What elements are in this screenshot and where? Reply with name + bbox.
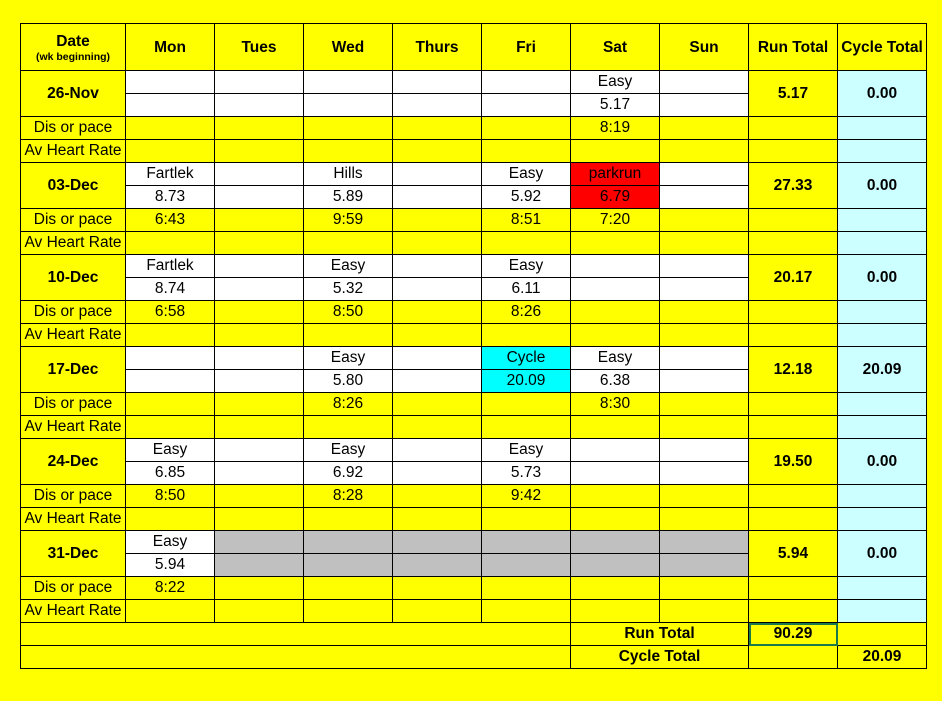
cell-sat-heart-rate[interactable] <box>571 232 660 255</box>
cell-tues-heart-rate[interactable] <box>215 232 304 255</box>
hr-run-total-empty[interactable] <box>749 416 838 439</box>
cell-fri-heart-rate[interactable] <box>482 600 571 623</box>
cell-tues-type[interactable] <box>215 163 304 186</box>
dis-or-pace-label[interactable]: Dis or pace <box>21 117 126 140</box>
cell-thurs-type[interactable] <box>393 531 482 554</box>
cell-thurs-distance[interactable] <box>393 462 482 485</box>
cell-fri-distance[interactable]: 6.11 <box>482 278 571 301</box>
cell-thurs-heart-rate[interactable] <box>393 600 482 623</box>
cell-tues-distance[interactable] <box>215 462 304 485</box>
header-tues[interactable]: Tues <box>215 24 304 71</box>
cell-fri-type[interactable] <box>482 531 571 554</box>
cell-fri-distance[interactable] <box>482 554 571 577</box>
header-sun[interactable]: Sun <box>660 24 749 71</box>
cell-sun-pace[interactable] <box>660 577 749 600</box>
cell-sun-type[interactable] <box>660 163 749 186</box>
hr-run-total-empty[interactable] <box>749 324 838 347</box>
dis-or-pace-label[interactable]: Dis or pace <box>21 393 126 416</box>
cell-sat-pace[interactable]: 8:19 <box>571 117 660 140</box>
cell-wed-distance[interactable] <box>304 554 393 577</box>
cell-thurs-heart-rate[interactable] <box>393 508 482 531</box>
cell-sun-pace[interactable] <box>660 485 749 508</box>
cell-mon-type[interactable] <box>126 71 215 94</box>
cell-thurs-pace[interactable] <box>393 117 482 140</box>
cell-thurs-type[interactable] <box>393 71 482 94</box>
cell-thurs-type[interactable] <box>393 439 482 462</box>
cell-tues-distance[interactable] <box>215 554 304 577</box>
cell-sun-heart-rate[interactable] <box>660 600 749 623</box>
av-heart-rate-label[interactable]: Av Heart Rate <box>21 416 126 439</box>
cell-mon-distance[interactable]: 8.74 <box>126 278 215 301</box>
cell-thurs-type[interactable] <box>393 255 482 278</box>
cell-sat-pace[interactable]: 7:20 <box>571 209 660 232</box>
cell-sat-heart-rate[interactable] <box>571 600 660 623</box>
cell-sat-pace[interactable] <box>571 485 660 508</box>
summary-run-total-value[interactable]: 90.29 <box>749 623 838 646</box>
summary-run-total-label[interactable]: Run Total <box>571 623 749 646</box>
cell-tues-pace[interactable] <box>215 577 304 600</box>
hr-cycle-total-empty[interactable] <box>838 416 927 439</box>
week-date[interactable]: 10-Dec <box>21 255 126 301</box>
pace-run-total-empty[interactable] <box>749 209 838 232</box>
cell-sat-heart-rate[interactable] <box>571 140 660 163</box>
cell-sat-pace[interactable]: 8:30 <box>571 393 660 416</box>
header-date[interactable]: Date (wk beginning) <box>21 24 126 71</box>
dis-or-pace-label[interactable]: Dis or pace <box>21 485 126 508</box>
cell-mon-type[interactable]: Easy <box>126 439 215 462</box>
week-pace-row <box>21 209 927 232</box>
hr-cycle-total-empty[interactable] <box>838 232 927 255</box>
cell-sat-distance[interactable]: 5.17 <box>571 94 660 117</box>
week-pace-row <box>21 577 927 600</box>
cell-sun-type[interactable] <box>660 255 749 278</box>
cell-mon-type[interactable]: Fartlek <box>126 163 215 186</box>
cell-fri-type[interactable]: Easy <box>482 163 571 186</box>
cell-thurs-type[interactable] <box>393 347 482 370</box>
cell-tues-distance[interactable] <box>215 94 304 117</box>
cell-fri-heart-rate[interactable] <box>482 140 571 163</box>
cell-mon-pace[interactable] <box>126 393 215 416</box>
cell-sat-type[interactable]: parkrun <box>571 163 660 186</box>
pace-run-total-empty[interactable] <box>749 393 838 416</box>
cell-sat-heart-rate[interactable] <box>571 416 660 439</box>
cell-mon-heart-rate[interactable] <box>126 324 215 347</box>
cell-fri-type[interactable]: Easy <box>482 439 571 462</box>
cell-tues-type[interactable] <box>215 255 304 278</box>
cell-thurs-pace[interactable] <box>393 301 482 324</box>
cell-mon-type[interactable]: Fartlek <box>126 255 215 278</box>
week-heart-rate-row <box>21 416 927 439</box>
cell-sat-distance[interactable]: 6.38 <box>571 370 660 393</box>
cell-sat-type[interactable]: Easy <box>571 71 660 94</box>
week-run-total[interactable]: 19.50 <box>749 439 838 485</box>
week-cycle-total[interactable]: 0.00 <box>838 71 927 117</box>
cell-thurs-distance[interactable] <box>393 94 482 117</box>
hr-run-total-empty[interactable] <box>749 508 838 531</box>
cell-wed-pace[interactable] <box>304 117 393 140</box>
week-run-total[interactable]: 27.33 <box>749 163 838 209</box>
cell-sat-type[interactable]: Easy <box>571 347 660 370</box>
cell-sun-pace[interactable] <box>660 209 749 232</box>
pace-cycle-total-empty[interactable] <box>838 117 927 140</box>
cell-fri-pace[interactable] <box>482 393 571 416</box>
cell-wed-distance[interactable] <box>304 94 393 117</box>
week-cycle-total[interactable]: 0.00 <box>838 439 927 485</box>
cell-mon-pace[interactable]: 6:58 <box>126 301 215 324</box>
dis-or-pace-label[interactable]: Dis or pace <box>21 577 126 600</box>
summary-cycle-total-label[interactable]: Cycle Total <box>571 646 749 669</box>
pace-cycle-total-empty[interactable] <box>838 301 927 324</box>
cell-tues-type[interactable] <box>215 347 304 370</box>
cell-fri-pace[interactable] <box>482 117 571 140</box>
week-date[interactable]: 26-Nov <box>21 71 126 117</box>
cell-wed-distance[interactable]: 5.89 <box>304 186 393 209</box>
header-cycle-total[interactable]: Cycle Total <box>838 24 927 71</box>
cell-wed-type[interactable] <box>304 71 393 94</box>
cell-sun-distance[interactable] <box>660 94 749 117</box>
cell-fri-heart-rate[interactable] <box>482 508 571 531</box>
week-pace-row <box>21 485 927 508</box>
cell-fri-heart-rate[interactable] <box>482 232 571 255</box>
cell-sat-type[interactable] <box>571 439 660 462</box>
header-run-total[interactable]: Run Total <box>749 24 838 71</box>
week-run-total[interactable]: 20.17 <box>749 255 838 301</box>
pace-run-total-empty[interactable] <box>749 485 838 508</box>
cell-sun-pace[interactable] <box>660 301 749 324</box>
pace-cycle-total-empty[interactable] <box>838 393 927 416</box>
cell-fri-distance[interactable]: 5.92 <box>482 186 571 209</box>
cell-tues-pace[interactable] <box>215 301 304 324</box>
cell-wed-type[interactable]: Hills <box>304 163 393 186</box>
week-date[interactable]: 24-Dec <box>21 439 126 485</box>
cell-sun-heart-rate[interactable] <box>660 140 749 163</box>
hr-cycle-total-empty[interactable] <box>838 508 927 531</box>
cell-wed-distance[interactable]: 5.80 <box>304 370 393 393</box>
cell-sun-heart-rate[interactable] <box>660 416 749 439</box>
week-type-row <box>21 439 927 462</box>
cell-mon-heart-rate[interactable] <box>126 232 215 255</box>
cell-wed-heart-rate[interactable] <box>304 416 393 439</box>
cell-thurs-heart-rate[interactable] <box>393 416 482 439</box>
summary-cycle-total-value[interactable]: 20.09 <box>838 646 927 669</box>
summary-cycle-total-empty[interactable] <box>749 646 838 669</box>
week-heart-rate-row <box>21 600 927 623</box>
week-type-row <box>21 163 927 186</box>
week-pace-row <box>21 301 927 324</box>
cell-fri-distance[interactable]: 20.09 <box>482 370 571 393</box>
cell-sun-pace[interactable] <box>660 117 749 140</box>
cell-sun-pace[interactable] <box>660 393 749 416</box>
cell-wed-pace[interactable]: 8:26 <box>304 393 393 416</box>
cell-thurs-pace[interactable] <box>393 577 482 600</box>
hr-run-total-empty[interactable] <box>749 140 838 163</box>
pace-cycle-total-empty[interactable] <box>838 485 927 508</box>
hr-cycle-total-empty[interactable] <box>838 324 927 347</box>
pace-run-total-empty[interactable] <box>749 301 838 324</box>
week-run-total[interactable]: 5.17 <box>749 71 838 117</box>
cell-mon-distance[interactable] <box>126 370 215 393</box>
av-heart-rate-label[interactable]: Av Heart Rate <box>21 508 126 531</box>
cell-mon-type[interactable] <box>126 347 215 370</box>
cell-sat-type[interactable] <box>571 255 660 278</box>
av-heart-rate-label[interactable]: Av Heart Rate <box>21 324 126 347</box>
cell-wed-heart-rate[interactable] <box>304 140 393 163</box>
cell-thurs-heart-rate[interactable] <box>393 232 482 255</box>
hr-cycle-total-empty[interactable] <box>838 140 927 163</box>
week-type-row <box>21 255 927 278</box>
cell-sat-distance[interactable] <box>571 462 660 485</box>
cell-wed-pace[interactable] <box>304 577 393 600</box>
av-heart-rate-label[interactable]: Av Heart Rate <box>21 140 126 163</box>
cell-thurs-distance[interactable] <box>393 554 482 577</box>
cell-mon-heart-rate[interactable] <box>126 508 215 531</box>
hr-run-total-empty[interactable] <box>749 600 838 623</box>
cell-mon-distance[interactable]: 8.73 <box>126 186 215 209</box>
cell-fri-pace[interactable]: 9:42 <box>482 485 571 508</box>
summary-spacer <box>21 646 571 669</box>
cell-sun-distance[interactable] <box>660 186 749 209</box>
cell-mon-distance[interactable]: 5.94 <box>126 554 215 577</box>
cell-sun-distance[interactable] <box>660 278 749 301</box>
cell-tues-pace[interactable] <box>215 209 304 232</box>
cell-mon-heart-rate[interactable] <box>126 140 215 163</box>
cell-mon-pace[interactable]: 8:50 <box>126 485 215 508</box>
pace-cycle-total-empty[interactable] <box>838 577 927 600</box>
cell-wed-heart-rate[interactable] <box>304 600 393 623</box>
header-row <box>21 24 927 71</box>
week-heart-rate-row <box>21 140 927 163</box>
week-heart-rate-row <box>21 508 927 531</box>
av-heart-rate-label[interactable]: Av Heart Rate <box>21 600 126 623</box>
week-date[interactable]: 17-Dec <box>21 347 126 393</box>
header-thurs[interactable]: Thurs <box>393 24 482 71</box>
cell-sun-distance[interactable] <box>660 462 749 485</box>
training-log-table <box>20 23 927 669</box>
cell-mon-pace[interactable] <box>126 117 215 140</box>
cell-fri-distance[interactable] <box>482 94 571 117</box>
cell-mon-pace[interactable]: 6:43 <box>126 209 215 232</box>
cell-wed-pace[interactable]: 8:28 <box>304 485 393 508</box>
cell-fri-type[interactable] <box>482 71 571 94</box>
cell-sun-type[interactable] <box>660 347 749 370</box>
cell-wed-heart-rate[interactable] <box>304 508 393 531</box>
cell-wed-heart-rate[interactable] <box>304 232 393 255</box>
cell-sat-distance[interactable] <box>571 278 660 301</box>
week-date[interactable]: 03-Dec <box>21 163 126 209</box>
cell-wed-type[interactable]: Easy <box>304 439 393 462</box>
week-type-row <box>21 347 927 370</box>
header-mon[interactable]: Mon <box>126 24 215 71</box>
cell-wed-type[interactable]: Easy <box>304 255 393 278</box>
cell-fri-pace[interactable] <box>482 577 571 600</box>
summary-run-total-empty[interactable] <box>838 623 927 646</box>
cell-fri-heart-rate[interactable] <box>482 324 571 347</box>
cell-fri-type[interactable]: Cycle <box>482 347 571 370</box>
cell-sun-heart-rate[interactable] <box>660 324 749 347</box>
cell-sat-heart-rate[interactable] <box>571 324 660 347</box>
cell-sun-type[interactable] <box>660 531 749 554</box>
cell-tues-pace[interactable] <box>215 485 304 508</box>
cell-tues-type[interactable] <box>215 439 304 462</box>
summary-cycle-total-row <box>21 646 927 669</box>
cell-fri-pace[interactable]: 8:26 <box>482 301 571 324</box>
week-heart-rate-row <box>21 232 927 255</box>
week-cycle-total[interactable]: 0.00 <box>838 163 927 209</box>
cell-sat-pace[interactable] <box>571 577 660 600</box>
cell-tues-type[interactable] <box>215 71 304 94</box>
week-cycle-total[interactable]: 0.00 <box>838 255 927 301</box>
cell-tues-pace[interactable] <box>215 117 304 140</box>
cell-mon-heart-rate[interactable] <box>126 416 215 439</box>
cell-wed-type[interactable]: Easy <box>304 347 393 370</box>
cell-sat-heart-rate[interactable] <box>571 508 660 531</box>
cell-mon-distance[interactable] <box>126 94 215 117</box>
cell-tues-pace[interactable] <box>215 393 304 416</box>
cell-wed-type[interactable] <box>304 531 393 554</box>
cell-tues-distance[interactable] <box>215 278 304 301</box>
cell-sun-heart-rate[interactable] <box>660 508 749 531</box>
cell-tues-distance[interactable] <box>215 186 304 209</box>
cell-thurs-heart-rate[interactable] <box>393 140 482 163</box>
hr-run-total-empty[interactable] <box>749 232 838 255</box>
cell-tues-heart-rate[interactable] <box>215 600 304 623</box>
cell-mon-distance[interactable]: 6.85 <box>126 462 215 485</box>
cell-mon-type[interactable]: Easy <box>126 531 215 554</box>
cell-fri-heart-rate[interactable] <box>482 416 571 439</box>
weeks-body <box>21 71 927 623</box>
cell-sun-type[interactable] <box>660 439 749 462</box>
cell-fri-distance[interactable]: 5.73 <box>482 462 571 485</box>
cell-sun-heart-rate[interactable] <box>660 232 749 255</box>
cell-thurs-distance[interactable] <box>393 370 482 393</box>
cell-sun-distance[interactable] <box>660 370 749 393</box>
cell-tues-heart-rate[interactable] <box>215 416 304 439</box>
cell-thurs-heart-rate[interactable] <box>393 324 482 347</box>
cell-wed-pace[interactable]: 8:50 <box>304 301 393 324</box>
cell-fri-type[interactable]: Easy <box>482 255 571 278</box>
cell-tues-distance[interactable] <box>215 370 304 393</box>
cell-tues-heart-rate[interactable] <box>215 324 304 347</box>
week-type-row <box>21 71 927 94</box>
week-cycle-total[interactable]: 0.00 <box>838 531 927 577</box>
cell-sun-distance[interactable] <box>660 554 749 577</box>
header-fri[interactable]: Fri <box>482 24 571 71</box>
week-heart-rate-row <box>21 324 927 347</box>
cell-wed-heart-rate[interactable] <box>304 324 393 347</box>
cell-mon-heart-rate[interactable] <box>126 600 215 623</box>
cell-mon-pace[interactable]: 8:22 <box>126 577 215 600</box>
cell-sat-pace[interactable] <box>571 301 660 324</box>
week-pace-row <box>21 117 927 140</box>
cell-wed-pace[interactable]: 9:59 <box>304 209 393 232</box>
cell-fri-pace[interactable]: 8:51 <box>482 209 571 232</box>
cell-tues-heart-rate[interactable] <box>215 140 304 163</box>
week-run-total[interactable]: 5.94 <box>749 531 838 577</box>
cell-thurs-pace[interactable] <box>393 393 482 416</box>
pace-run-total-empty[interactable] <box>749 117 838 140</box>
cell-sat-distance[interactable] <box>571 554 660 577</box>
hr-cycle-total-empty[interactable] <box>838 600 927 623</box>
cell-wed-distance[interactable]: 5.32 <box>304 278 393 301</box>
summary-spacer <box>21 623 571 646</box>
cell-sat-distance[interactable]: 6.79 <box>571 186 660 209</box>
cell-sun-type[interactable] <box>660 71 749 94</box>
cell-tues-heart-rate[interactable] <box>215 508 304 531</box>
summary-run-total-row <box>21 623 927 646</box>
header-sat[interactable]: Sat <box>571 24 660 71</box>
cell-thurs-distance[interactable] <box>393 186 482 209</box>
week-cycle-total[interactable]: 20.09 <box>838 347 927 393</box>
week-type-row <box>21 531 927 554</box>
cell-wed-distance[interactable]: 6.92 <box>304 462 393 485</box>
cell-thurs-distance[interactable] <box>393 278 482 301</box>
cell-thurs-pace[interactable] <box>393 485 482 508</box>
dis-or-pace-label[interactable]: Dis or pace <box>21 209 126 232</box>
av-heart-rate-label[interactable]: Av Heart Rate <box>21 232 126 255</box>
cell-tues-type[interactable] <box>215 531 304 554</box>
week-pace-row <box>21 393 927 416</box>
pace-run-total-empty[interactable] <box>749 577 838 600</box>
week-run-total[interactable]: 12.18 <box>749 347 838 393</box>
header-wed[interactable]: Wed <box>304 24 393 71</box>
week-date[interactable]: 31-Dec <box>21 531 126 577</box>
cell-thurs-type[interactable] <box>393 163 482 186</box>
dis-or-pace-label[interactable]: Dis or pace <box>21 301 126 324</box>
cell-sat-type[interactable] <box>571 531 660 554</box>
cell-thurs-pace[interactable] <box>393 209 482 232</box>
pace-cycle-total-empty[interactable] <box>838 209 927 232</box>
